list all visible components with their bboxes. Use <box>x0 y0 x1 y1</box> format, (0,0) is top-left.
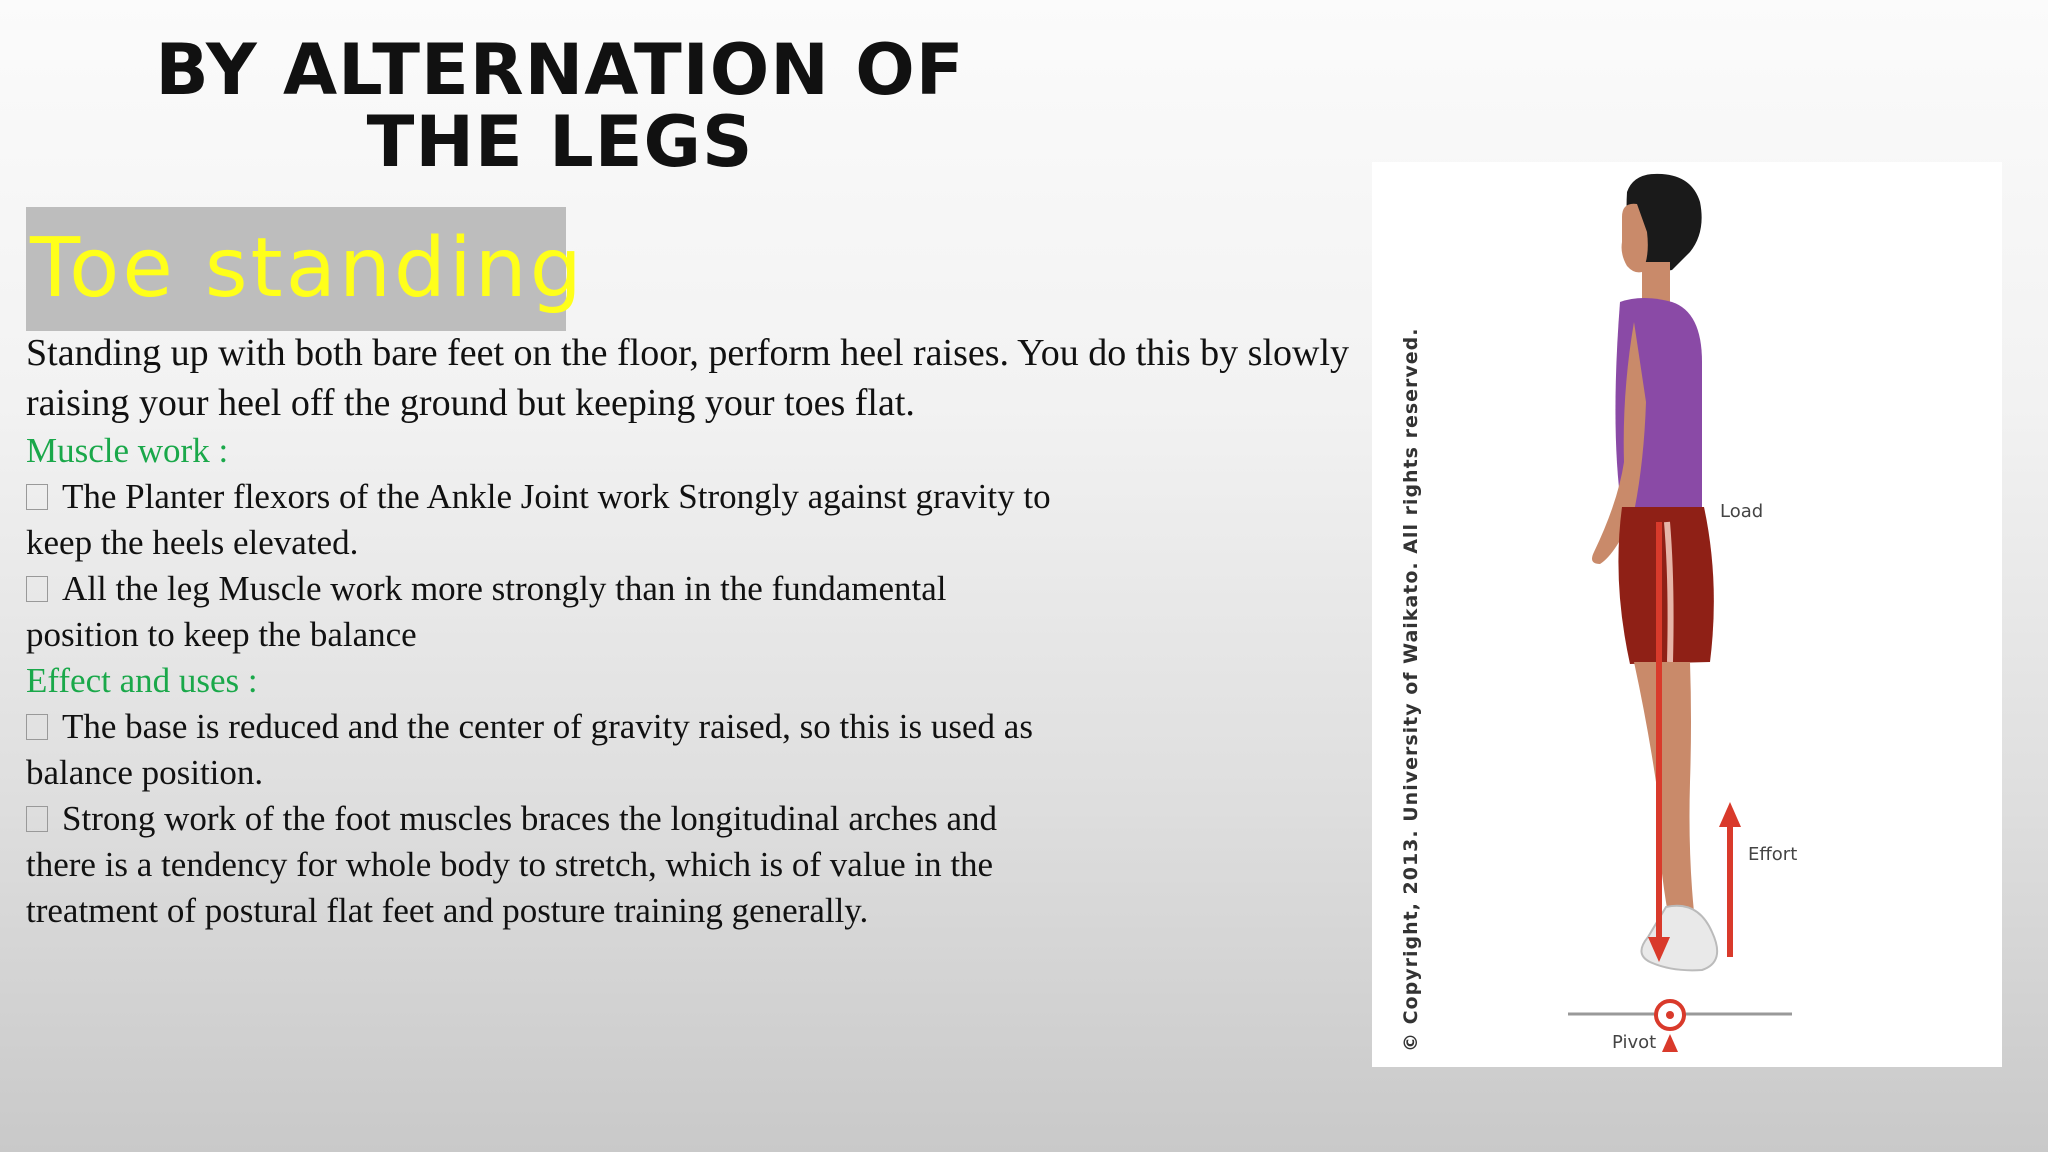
lever-illustration <box>1372 162 2002 1067</box>
bullet-item <box>26 566 1066 658</box>
slide-body <box>26 328 1356 934</box>
toe-standing-figure <box>1372 162 2002 1067</box>
slide-title: BY ALTERNATION OF THE LEGS <box>155 29 965 183</box>
section-heading-effect-and-uses: Effect and uses : <box>26 661 258 700</box>
pivot-label: Pivot <box>1612 1032 1657 1053</box>
bullet-item <box>26 704 1066 796</box>
bullet-box-icon <box>26 714 48 740</box>
load-label: Load <box>1720 501 1764 522</box>
bullet-box-icon <box>26 484 48 510</box>
intro-paragraph: Standing up with both bare feet on the floor, perform heel raises. You do this by slowly raising your heel off the ground but keeping your toes flat. <box>26 332 1350 424</box>
copyright-text: © Copyright, 2013. University of Waikato. All rights reserved. <box>1400 327 1422 1052</box>
bullet-item <box>26 796 1066 934</box>
bullet-text: The Planter flexors of the Ankle Joint work Strongly against gravity to keep the heels elevated. <box>26 477 1051 562</box>
bullet-item <box>26 474 1066 566</box>
bullet-box-icon <box>26 576 48 602</box>
effort-label: Effort <box>1748 844 1798 865</box>
bullet-text: Strong work of the foot muscles braces the longitudinal arches and there is a tendency for whole body to stretch, which is of value in the treatment of postural flat feet and posture training generally. <box>26 799 998 930</box>
bullet-box-icon <box>26 806 48 832</box>
bullet-text: All the leg Muscle work more strongly than in the fundamental position to keep the balance <box>26 569 947 654</box>
bullet-text: The base is reduced and the center of gravity raised, so this is used as balance position. <box>26 707 1033 792</box>
section-heading-muscle-work: Muscle work : <box>26 431 229 470</box>
slide-subtitle: Toe standing <box>30 221 585 316</box>
